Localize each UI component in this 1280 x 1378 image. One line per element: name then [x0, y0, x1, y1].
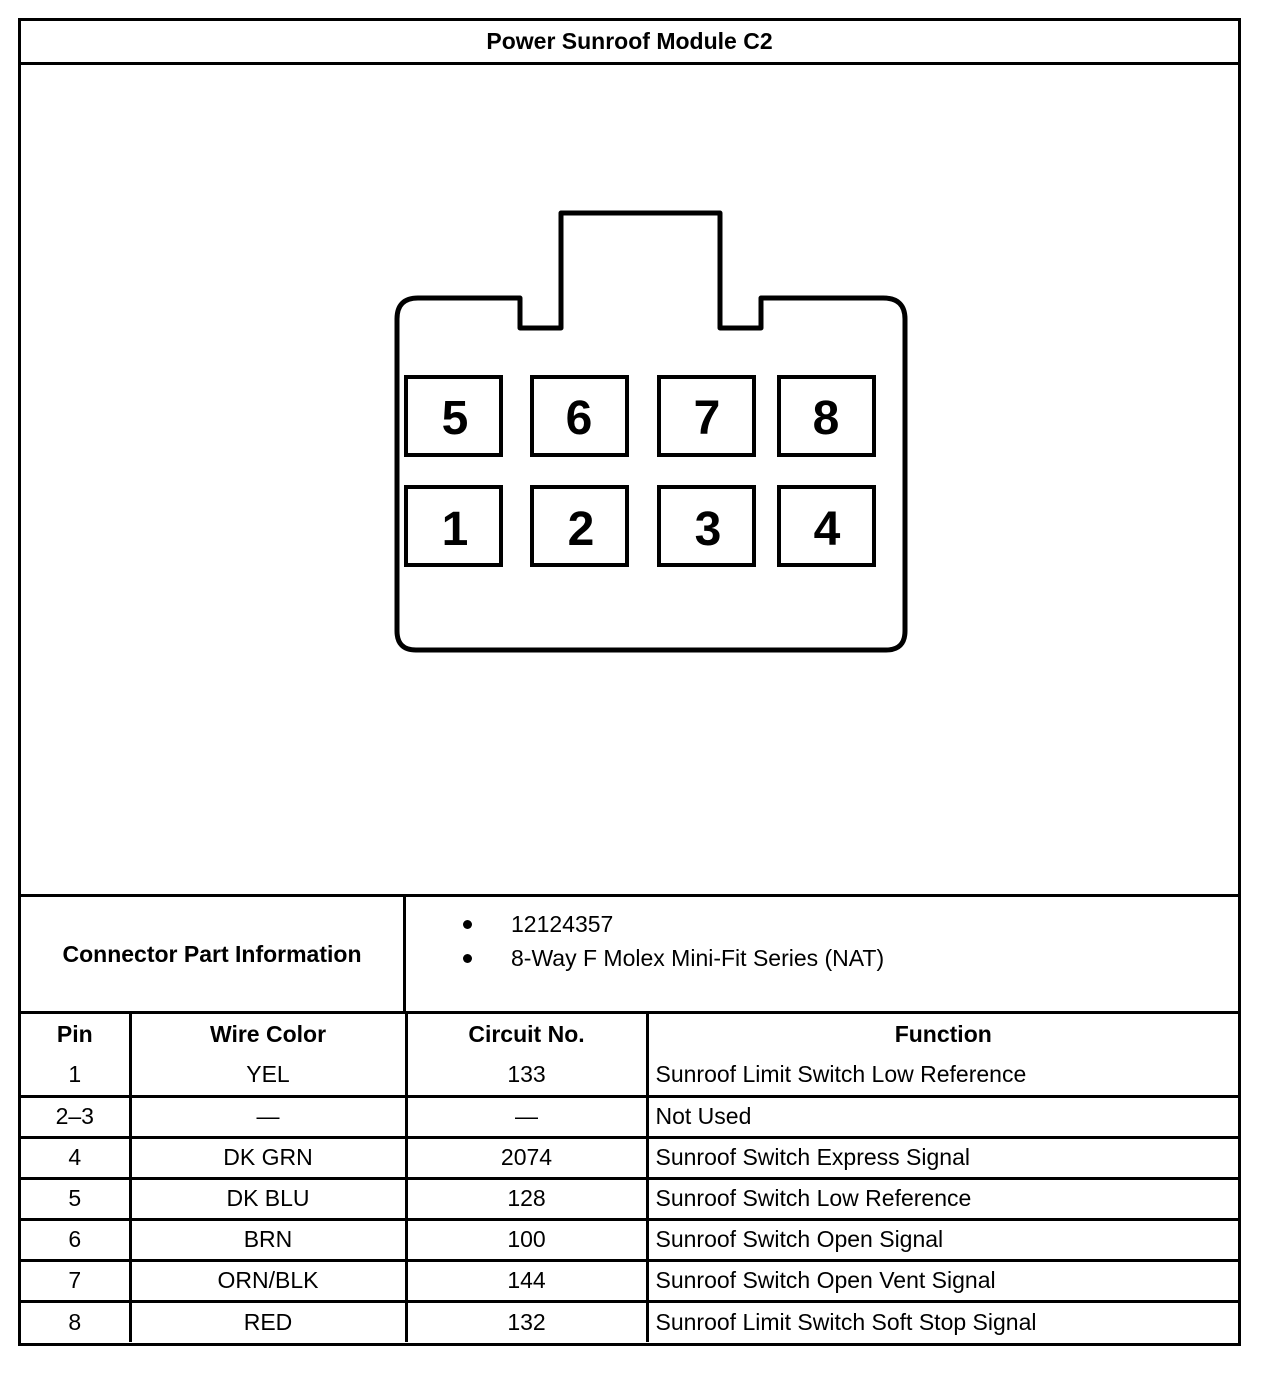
table-header-row: [21, 1014, 1238, 1055]
table-row: [21, 1178, 1238, 1219]
cell-function: Sunroof Switch Express Signal: [647, 1137, 1238, 1178]
cell-pin: 6: [21, 1219, 130, 1260]
pin-number-label: 6: [565, 392, 593, 445]
pinout-table: [21, 1014, 1238, 1342]
column-header-function: Function: [647, 1014, 1238, 1055]
cell-wire-color: ORN/BLK: [130, 1260, 406, 1301]
cell-wire-color: DK GRN: [130, 1137, 406, 1178]
part-info-list: [406, 897, 1238, 1021]
cell-circuit: 133: [406, 1055, 647, 1096]
pin-number-label: 5: [441, 392, 469, 445]
cell-wire-color: DK BLU: [130, 1178, 406, 1219]
pin-cavity: [659, 487, 754, 565]
table-row: [21, 1137, 1238, 1178]
cell-wire-color: —: [130, 1096, 406, 1137]
sheet-title: Power Sunroof Module C2: [21, 21, 1238, 65]
connector-series: 8-Way F Molex Mini-Fit Series (NAT): [406, 941, 1238, 975]
part-info-label: Connector Part Information: [21, 897, 406, 1011]
cell-pin: 8: [21, 1301, 130, 1342]
cell-function: Sunroof Limit Switch Low Reference: [647, 1055, 1238, 1096]
table-row: [21, 1096, 1238, 1137]
cell-circuit: —: [406, 1096, 647, 1137]
pin-number-label: 2: [567, 503, 595, 556]
cell-circuit: 100: [406, 1219, 647, 1260]
table-row: [21, 1301, 1238, 1342]
table-row: [21, 1219, 1238, 1260]
connector-sheet: [18, 18, 1241, 1346]
cell-wire-color: BRN: [130, 1219, 406, 1260]
table-row: [21, 1260, 1238, 1301]
cell-wire-color: RED: [130, 1301, 406, 1342]
cell-circuit: 132: [406, 1301, 647, 1342]
cell-function: Not Used: [647, 1096, 1238, 1137]
cell-pin: 1: [68, 1061, 82, 1088]
cell-pin: 5: [21, 1178, 130, 1219]
cell-pin: 2–3: [21, 1096, 130, 1137]
column-header-circuit: Circuit No.: [406, 1014, 647, 1055]
cell-function: Sunroof Switch Low Reference: [647, 1178, 1238, 1219]
cell-pin: 4: [21, 1137, 130, 1178]
cell-pin: 7: [21, 1260, 130, 1301]
table-row: [21, 1055, 1238, 1096]
pin-cavity: [779, 487, 874, 565]
pin-cavity: [532, 487, 627, 565]
column-header-pin: Pin: [56, 1021, 93, 1047]
pin-cavity: [779, 377, 874, 455]
cell-circuit: 128: [406, 1178, 647, 1219]
part-number: 12124357: [406, 907, 1238, 941]
cell-circuit: 144: [406, 1260, 647, 1301]
cell-wire-color: YEL: [130, 1055, 406, 1096]
pin-cavity: [406, 377, 501, 455]
cell-circuit: 2074: [406, 1137, 647, 1178]
connector-part-info: [21, 897, 1238, 1014]
pin-cavity: [532, 377, 627, 455]
pin-number-label: 3: [694, 503, 722, 556]
pin-cavity: [659, 377, 754, 455]
cell-function: Sunroof Limit Switch Soft Stop Signal: [647, 1301, 1238, 1342]
connector-face-diagram: [21, 65, 1238, 894]
cell-function: Sunroof Switch Open Vent Signal: [647, 1260, 1238, 1301]
pin-number-label: 7: [693, 392, 721, 445]
cell-function: Sunroof Switch Open Signal: [647, 1219, 1238, 1260]
pin-cavity: [406, 487, 501, 565]
pin-number-label: 1: [441, 503, 469, 556]
column-header-wire-color: Wire Color: [130, 1014, 406, 1055]
pin-number-label: 4: [813, 503, 841, 556]
pin-number-label: 8: [812, 392, 840, 445]
connector-diagram-area: [21, 65, 1238, 897]
